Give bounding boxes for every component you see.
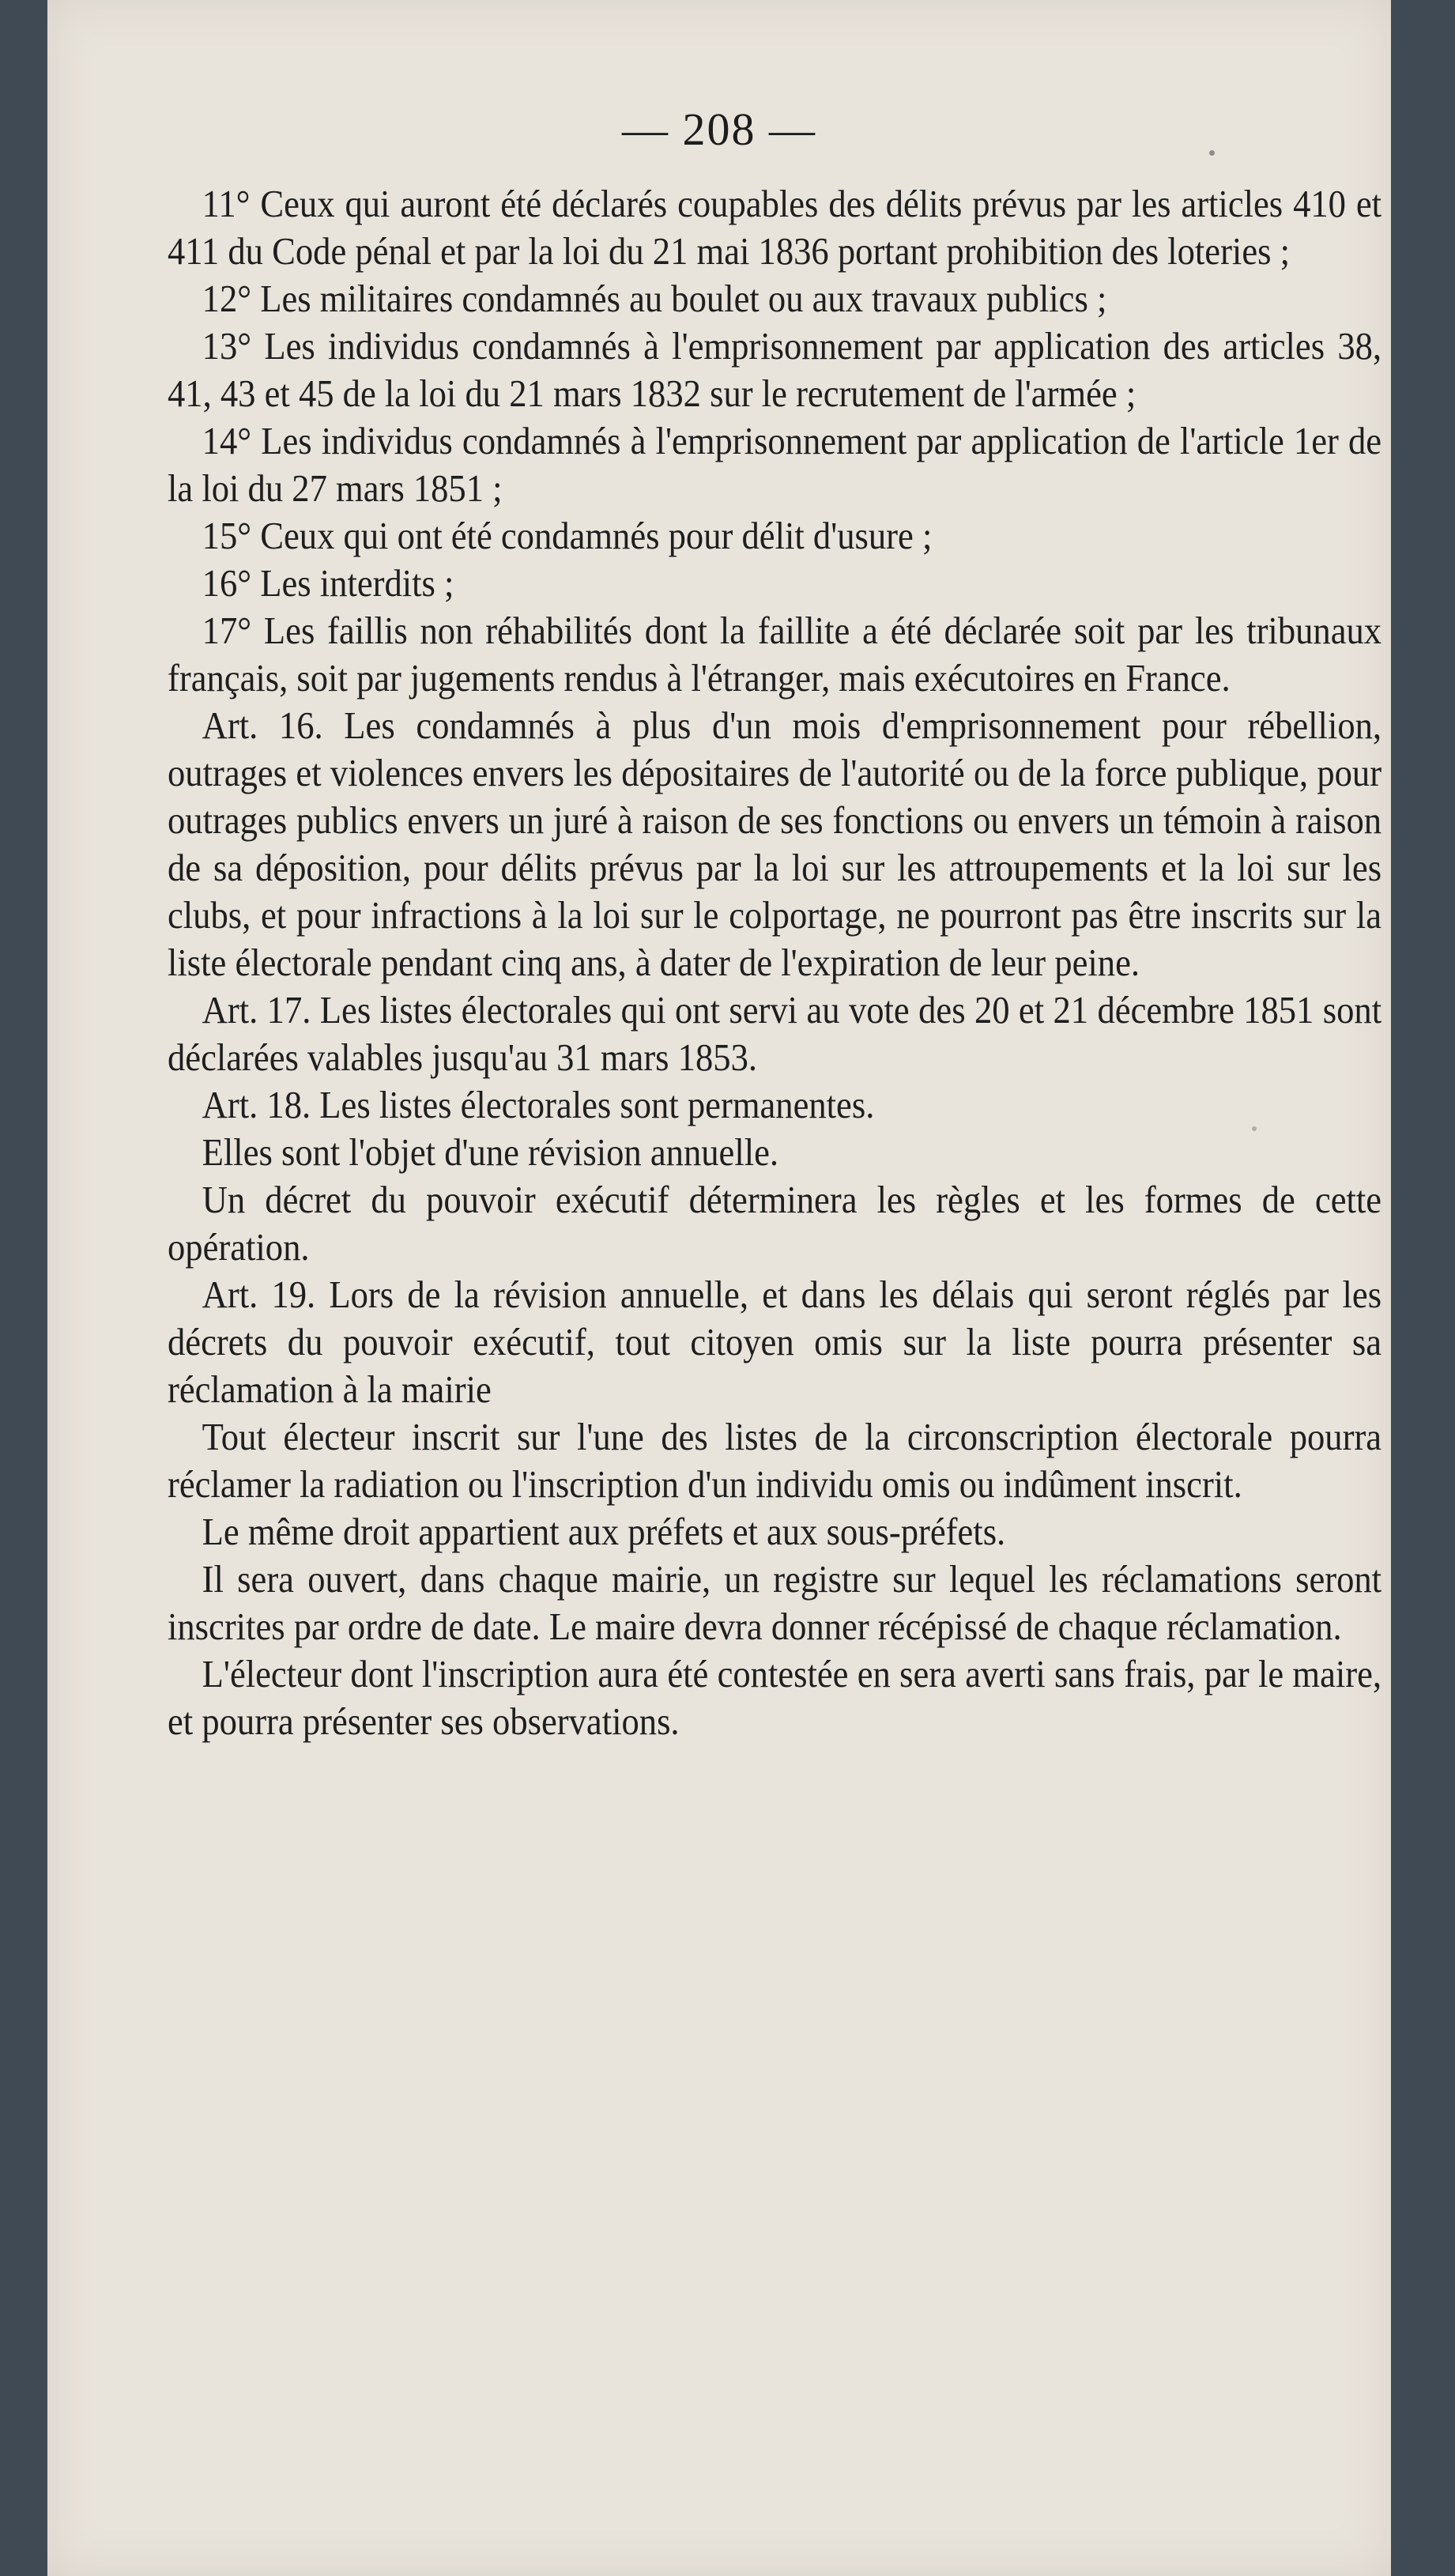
page-number: — 208 — xyxy=(622,104,816,155)
paragraph-art-18-revision: Elles sont l'objet d'une révision annuelle. xyxy=(202,1130,779,1174)
paragraph-art-19-prefets: Le même droit appartient aux préfets et aux sous-préfets. xyxy=(202,1510,1006,1553)
paragraph-art-17: Art. 17. Les listes électorales qui ont servi au vote des 20 et 21 décembre 1851 sont déclarées valables jusqu'au 31 mars 1853. xyxy=(168,988,1382,1079)
paragraph-art-19: Art. 19. Lors de la révision annuelle, et dans les délais qui seront réglés par les décrets du pouvoir exécutif, tout citoyen omis sur la liste pourra présenter sa réclamation à la mairie xyxy=(168,1273,1382,1411)
paragraph-art-19-registre: Il sera ouvert, dans chaque mairie, un registre sur lequel les réclamations seront inscrites par ordre de date. Le maire devra donner récépissé de chaque réclamation. xyxy=(168,1557,1382,1648)
paragraph-item-12: 12° Les militaires condamnés au boulet ou aux travaux publics ; xyxy=(202,277,1107,320)
paragraph-item-11: 11° Ceux qui auront été déclarés coupables des délits prévus par les articles 410 et 411 du Code pénal et par la loi du 21 mai 1836 portant prohibition des loteries ; xyxy=(168,182,1382,273)
paragraph-art-19-electeur: Tout électeur inscrit sur l'une des listes de la circonscription électorale pourra réclamer la radiation ou l'inscription d'un individu omis ou indûment inscrit. xyxy=(168,1415,1382,1506)
paragraph-art-19-contestee: L'électeur dont l'inscription aura été contestée en sera averti sans frais, par le maire, et pourra présenter ses observations. xyxy=(168,1652,1382,1743)
paragraph-item-13: 13° Les individus condamnés à l'emprisonnement par application des articles 38, 41, 43 et 45 de la loi du 21 mars 1832 sur le recrutement de l'armée ; xyxy=(168,324,1382,415)
paragraph-item-14: 14° Les individus condamnés à l'emprisonnement par application de l'article 1er de la loi du 27 mars 1851 ; xyxy=(168,419,1382,510)
paragraph-item-16: 16° Les interdits ; xyxy=(202,561,454,605)
scanned-page xyxy=(47,0,1391,2576)
paragraph-art-18: Art. 18. Les listes électorales sont permanentes. xyxy=(202,1083,875,1126)
paragraph-item-17: 17° Les faillis non réhabilités dont la faillite a été déclarée soit par les tribunaux français, soit par jugements rendus à l'étranger, mais exécutoires en France. xyxy=(168,609,1382,700)
text-body xyxy=(168,180,1381,1745)
paragraph-art-18-decret: Un décret du pouvoir exécutif déterminera les règles et les formes de cette opération. xyxy=(168,1178,1382,1269)
paragraph-item-15: 15° Ceux qui ont été condamnés pour délit d'usure ; xyxy=(202,514,933,557)
paragraph-art-16: Art. 16. Les condamnés à plus d'un mois d'emprisonnement pour rébellion, outrages et violences envers les dépositaires de l'autorité ou de la force publique, pour outrages publics envers un juré à raison de ses fonctions ou envers un témoin à raison de sa déposition, pour délits prévus par la loi sur les attroupements et la loi sur les clubs, et pour infractions à la loi sur le colportage, ne pourront pas être inscrits sur la liste électorale pendant cinq ans, à dater de l'expiration de leur peine. xyxy=(168,703,1382,984)
